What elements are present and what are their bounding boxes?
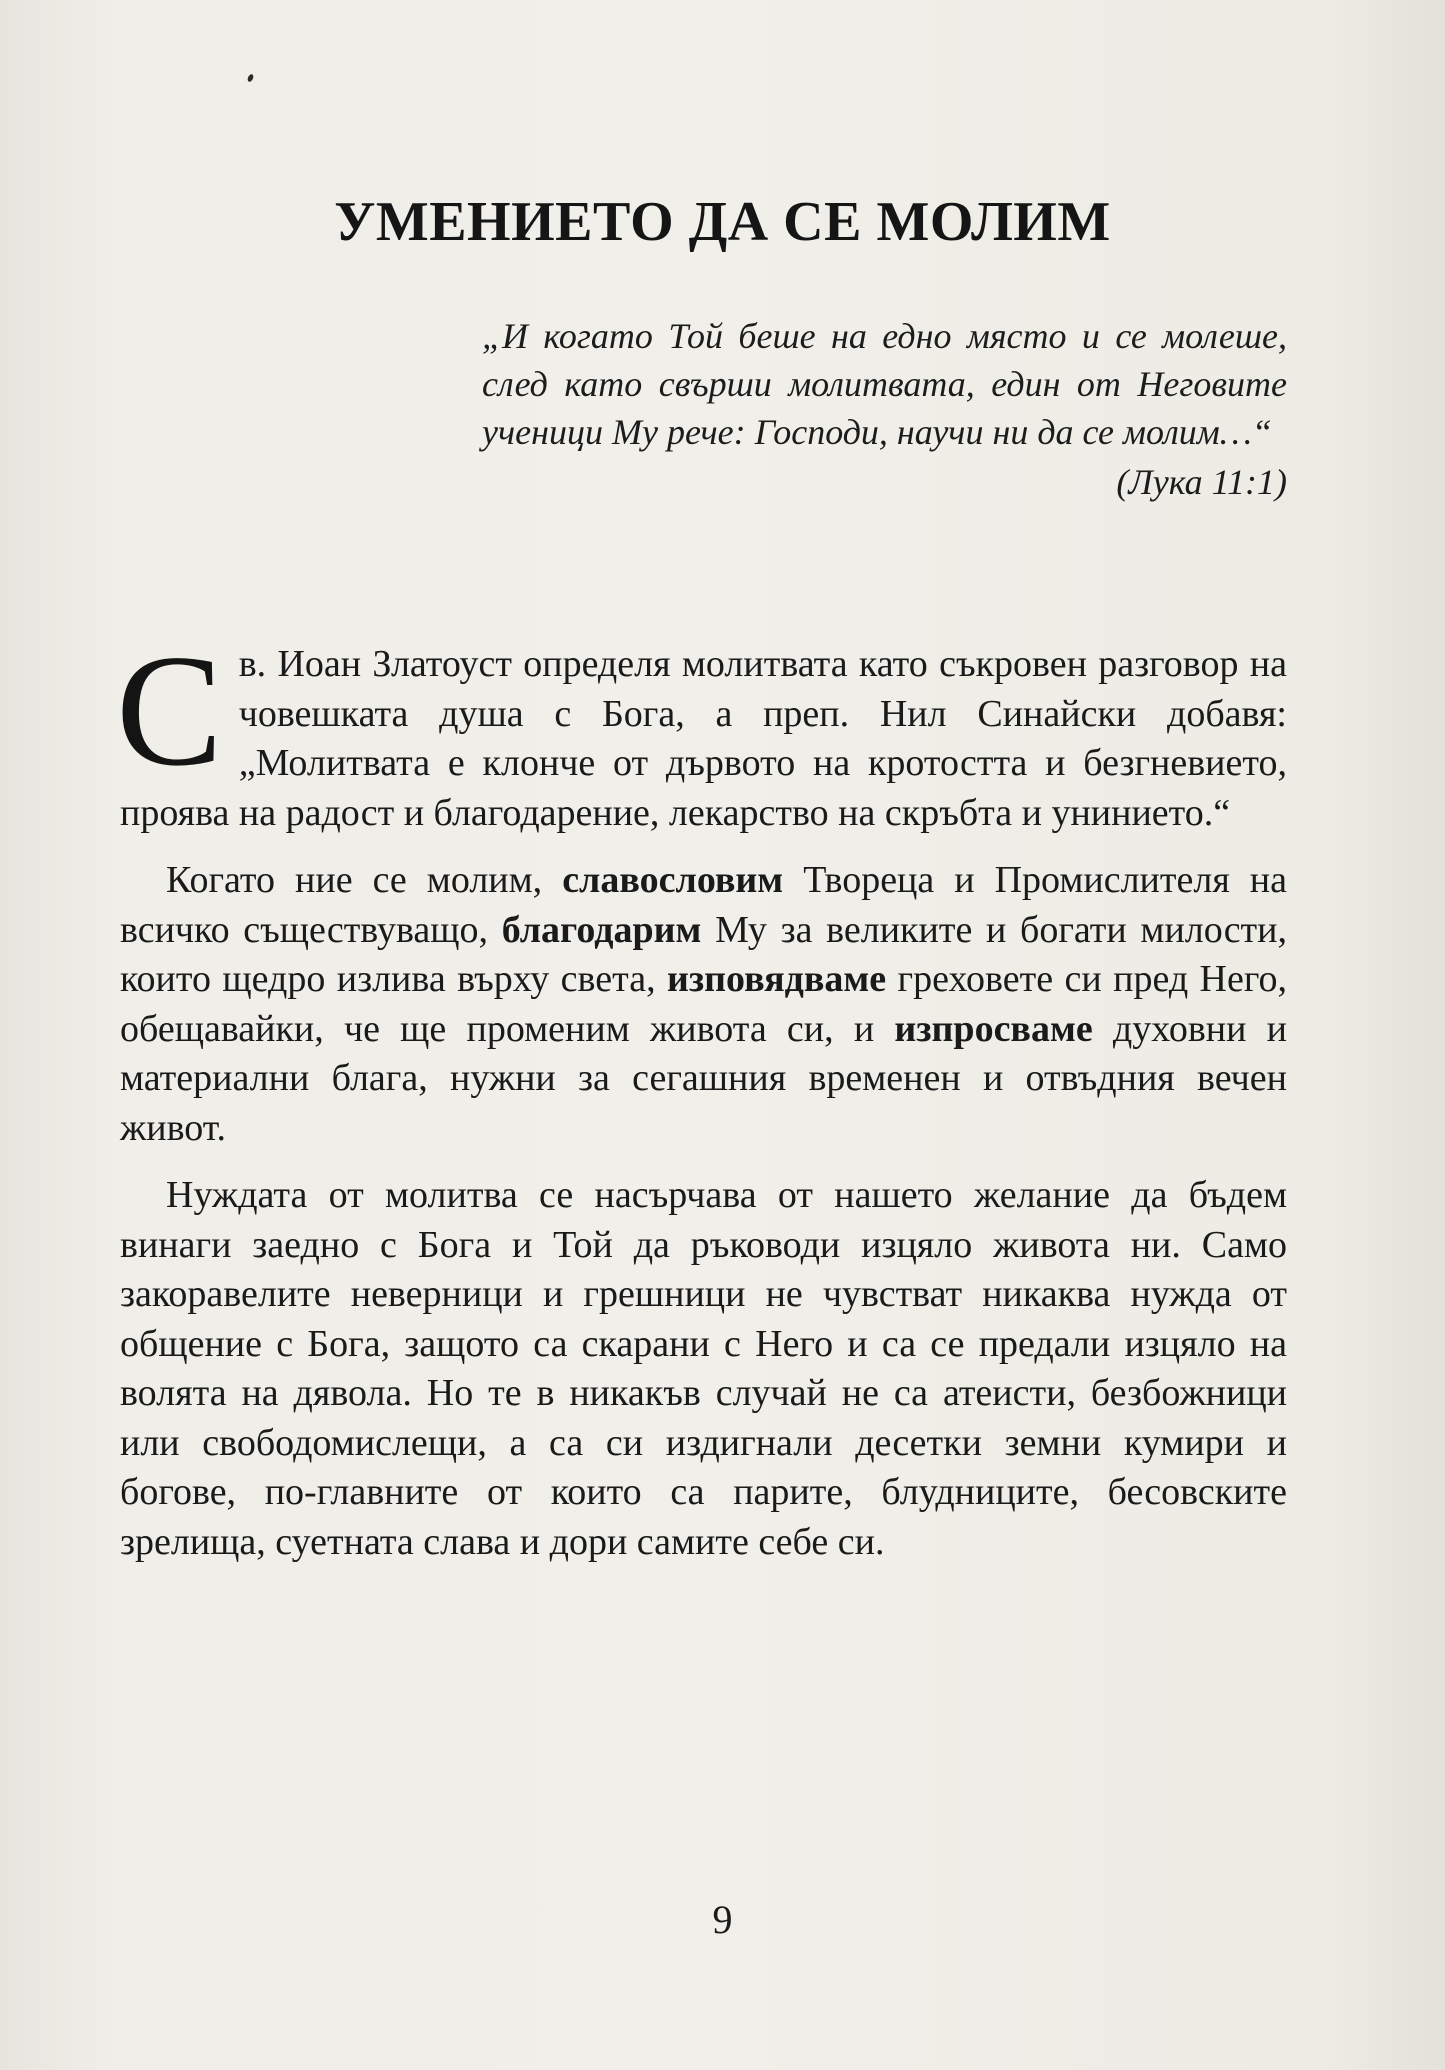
epigraph-source: (Лука 11:1)	[1116, 462, 1287, 502]
drop-cap: С	[116, 621, 223, 799]
paragraph-1	[116, 621, 1287, 838]
ink-speck	[247, 73, 255, 82]
paragraph-2-text-3: Му за великите и богати милости, които щедро излива върху света,	[120, 908, 1287, 1000]
bold-term-request: изпросваме	[894, 1007, 1093, 1050]
paragraph-2-text-5: духовни и материални блага, нужни за сегашния временен и отвъдния вечен живот.	[120, 1007, 1287, 1149]
bold-term-thank: благодарим	[501, 908, 702, 951]
paragraph-2-text-4: греховете си пред Него, обещавайки, че ще променим живота си, и	[120, 958, 1287, 1050]
body-text	[116, 621, 1287, 1567]
page-number: 9	[712, 1897, 733, 1942]
paragraph-1-text: в. Иоан Златоуст определя молитвата като съкровен разговор на човешката душа с Бога, а преп. Нил Синайски добавя: „Молитвата е клонче от дървото на кротостта и безгневието, проява на радост и благодарение, лекарство на скръбта и унинието.“	[120, 643, 1287, 834]
paragraph-3: Нуждата от молитва се насърчава от нашето желание да бъдем винаги заедно с Бога и Той да ръководи изцяло живота ни. Само закоравелите неверници и грешници не чувстват никаква нужда от общение с Бога, защото са скарани с Него и са се предали изцяло на волята на дявола. Но те в никакъв случай не са атеисти, безбожници или свободомислещи, а са си издигнали десетки земни кумири и богове, по-главните от които са парите, блудниците, бесовските зрелища, суетната слава и дори самите себе си.	[120, 1174, 1287, 1563]
bold-term-confess: изповядваме	[666, 958, 887, 1000]
paragraph-2-text-1: Когато ние се молим,	[166, 859, 563, 901]
paragraph-2	[120, 856, 1287, 1153]
paragraph-2-text-2: Твореца и Промислителя на всичко съществуващо,	[120, 859, 1287, 951]
epigraph	[482, 312, 1287, 506]
bold-term-glorify: славословим	[562, 859, 784, 901]
epigraph-quote: „И когато Той беше на едно място и се молеше, след като свърши молитвата, един от Неговите ученици Му рече: Господи, научи ни да се молим…“	[482, 316, 1287, 452]
chapter-title: УМЕНИЕТО ДА СЕ МОЛИМ	[334, 191, 1111, 253]
